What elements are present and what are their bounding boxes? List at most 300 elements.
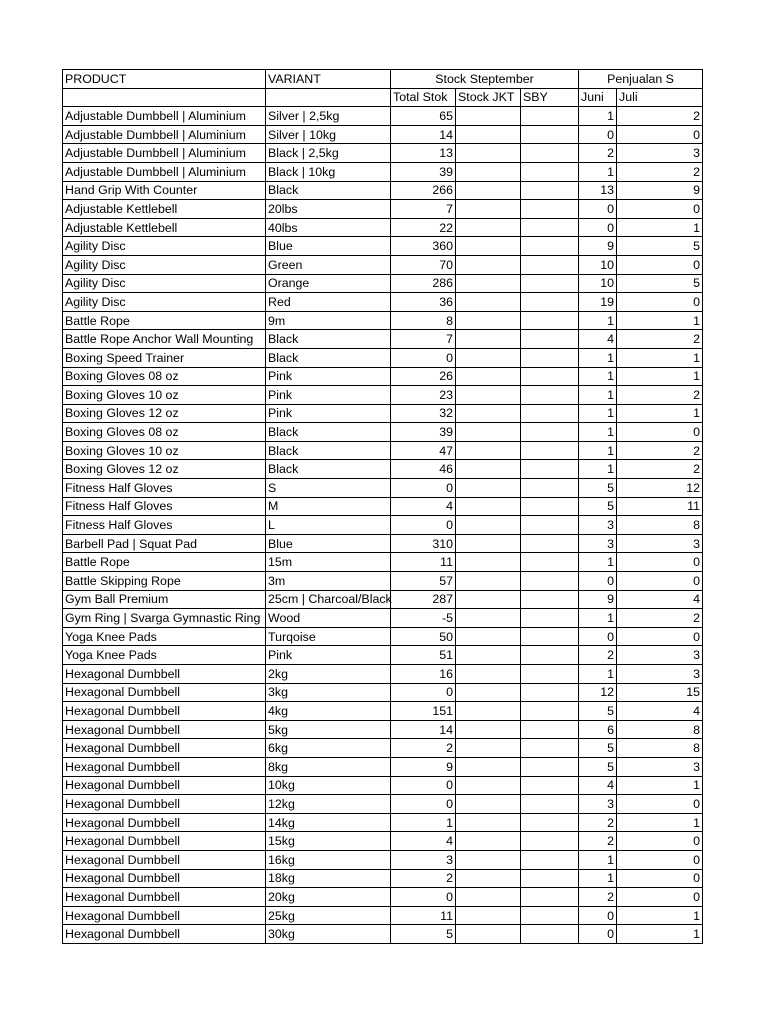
cell-variant[interactable]: Blue (266, 534, 391, 553)
cell-juli[interactable]: 1 (617, 776, 703, 795)
cell-total-stok[interactable]: 14 (391, 720, 456, 739)
cell-product[interactable]: Adjustable Kettlebell (63, 200, 266, 219)
cell-stock-jkt[interactable] (456, 590, 521, 609)
cell-variant[interactable]: Turqoise (266, 627, 391, 646)
cell-product[interactable]: Adjustable Dumbbell | Aluminium (63, 144, 266, 163)
cell-sby[interactable] (521, 497, 579, 516)
cell-juli[interactable]: 11 (617, 497, 703, 516)
cell-stock-jkt[interactable] (456, 850, 521, 869)
cell-stock-jkt[interactable] (456, 757, 521, 776)
cell-sby[interactable] (521, 590, 579, 609)
cell-juni[interactable]: 2 (579, 888, 617, 907)
cell-juli[interactable]: 5 (617, 237, 703, 256)
cell-sby[interactable] (521, 627, 579, 646)
cell-stock-jkt[interactable] (456, 125, 521, 144)
cell-stock-jkt[interactable] (456, 553, 521, 572)
cell-stock-jkt[interactable] (456, 255, 521, 274)
cell-total-stok[interactable]: 4 (391, 832, 456, 851)
cell-product[interactable]: Adjustable Dumbbell | Aluminium (63, 107, 266, 126)
cell-total-stok[interactable]: 0 (391, 795, 456, 814)
cell-juni[interactable]: 5 (579, 757, 617, 776)
cell-juni[interactable]: 0 (579, 125, 617, 144)
cell-juli[interactable]: 1 (617, 348, 703, 367)
cell-sby[interactable] (521, 720, 579, 739)
cell-juni[interactable]: 2 (579, 144, 617, 163)
header-stock-jkt[interactable]: Stock JKT (456, 88, 521, 107)
cell-juli[interactable]: 0 (617, 200, 703, 219)
cell-juni[interactable]: 9 (579, 237, 617, 256)
cell-stock-jkt[interactable] (456, 627, 521, 646)
cell-product[interactable]: Hexagonal Dumbbell (63, 925, 266, 944)
cell-juni[interactable]: 1 (579, 162, 617, 181)
cell-variant[interactable]: 20lbs (266, 200, 391, 219)
cell-stock-jkt[interactable] (456, 460, 521, 479)
cell-product[interactable]: Hexagonal Dumbbell (63, 757, 266, 776)
header-empty-variant[interactable] (266, 88, 391, 107)
cell-juni[interactable]: 12 (579, 683, 617, 702)
cell-sby[interactable] (521, 423, 579, 442)
cell-juni[interactable]: 13 (579, 181, 617, 200)
cell-stock-jkt[interactable] (456, 888, 521, 907)
header-juli[interactable]: Juli (617, 88, 703, 107)
cell-variant[interactable]: 15kg (266, 832, 391, 851)
cell-juli[interactable]: 3 (617, 534, 703, 553)
cell-sby[interactable] (521, 293, 579, 312)
cell-total-stok[interactable]: 16 (391, 665, 456, 684)
cell-variant[interactable]: 6kg (266, 739, 391, 758)
cell-juli[interactable]: 0 (617, 795, 703, 814)
cell-stock-jkt[interactable] (456, 925, 521, 944)
cell-total-stok[interactable]: 32 (391, 404, 456, 423)
cell-sby[interactable] (521, 850, 579, 869)
cell-variant[interactable]: 18kg (266, 869, 391, 888)
cell-product[interactable]: Hexagonal Dumbbell (63, 702, 266, 721)
cell-juli[interactable]: 2 (617, 107, 703, 126)
cell-sby[interactable] (521, 200, 579, 219)
cell-juni[interactable]: 0 (579, 572, 617, 591)
cell-juni[interactable]: 0 (579, 218, 617, 237)
cell-total-stok[interactable]: 286 (391, 274, 456, 293)
cell-product[interactable]: Battle Rope (63, 553, 266, 572)
cell-total-stok[interactable]: 47 (391, 441, 456, 460)
cell-stock-jkt[interactable] (456, 739, 521, 758)
cell-variant[interactable]: 25cm | Charcoal/Black (266, 590, 391, 609)
cell-sby[interactable] (521, 274, 579, 293)
cell-juli[interactable]: 2 (617, 162, 703, 181)
cell-sby[interactable] (521, 367, 579, 386)
cell-stock-jkt[interactable] (456, 144, 521, 163)
cell-product[interactable]: Hexagonal Dumbbell (63, 888, 266, 907)
cell-total-stok[interactable]: 51 (391, 646, 456, 665)
cell-product[interactable]: Battle Rope (63, 311, 266, 330)
cell-juni[interactable]: 5 (579, 739, 617, 758)
cell-product[interactable]: Hand Grip With Counter (63, 181, 266, 200)
cell-juni[interactable]: 5 (579, 497, 617, 516)
cell-juli[interactable]: 1 (617, 367, 703, 386)
cell-sby[interactable] (521, 479, 579, 498)
cell-juni[interactable]: 5 (579, 479, 617, 498)
cell-stock-jkt[interactable] (456, 776, 521, 795)
header-variant[interactable]: VARIANT (266, 70, 391, 89)
cell-variant[interactable]: Black (266, 441, 391, 460)
cell-variant[interactable]: Pink (266, 367, 391, 386)
cell-product[interactable]: Fitness Half Gloves (63, 479, 266, 498)
cell-juli[interactable]: 4 (617, 702, 703, 721)
cell-total-stok[interactable]: 9 (391, 757, 456, 776)
cell-juni[interactable]: 0 (579, 925, 617, 944)
cell-sby[interactable] (521, 107, 579, 126)
cell-stock-jkt[interactable] (456, 218, 521, 237)
cell-variant[interactable]: Green (266, 255, 391, 274)
cell-product[interactable]: Gym Ring | Svarga Gymnastic Ring (63, 609, 266, 628)
cell-juli[interactable]: 2 (617, 330, 703, 349)
cell-product[interactable]: Hexagonal Dumbbell (63, 850, 266, 869)
cell-juni[interactable]: 0 (579, 200, 617, 219)
cell-product[interactable]: Hexagonal Dumbbell (63, 832, 266, 851)
cell-total-stok[interactable]: 310 (391, 534, 456, 553)
cell-stock-jkt[interactable] (456, 813, 521, 832)
cell-variant[interactable]: 30kg (266, 925, 391, 944)
cell-total-stok[interactable]: 0 (391, 683, 456, 702)
cell-juli[interactable]: 1 (617, 925, 703, 944)
cell-product[interactable]: Gym Ball Premium (63, 590, 266, 609)
cell-juli[interactable]: 1 (617, 311, 703, 330)
cell-stock-jkt[interactable] (456, 200, 521, 219)
cell-product[interactable]: Battle Skipping Rope (63, 572, 266, 591)
cell-sby[interactable] (521, 181, 579, 200)
cell-juni[interactable]: 0 (579, 906, 617, 925)
cell-stock-jkt[interactable] (456, 404, 521, 423)
header-empty-product[interactable] (63, 88, 266, 107)
cell-product[interactable]: Hexagonal Dumbbell (63, 813, 266, 832)
cell-sby[interactable] (521, 665, 579, 684)
cell-stock-jkt[interactable] (456, 423, 521, 442)
cell-sby[interactable] (521, 125, 579, 144)
cell-total-stok[interactable]: 36 (391, 293, 456, 312)
cell-total-stok[interactable]: 11 (391, 553, 456, 572)
cell-sby[interactable] (521, 348, 579, 367)
cell-product[interactable]: Fitness Half Gloves (63, 516, 266, 535)
cell-total-stok[interactable]: 3 (391, 850, 456, 869)
cell-product[interactable]: Yoga Knee Pads (63, 646, 266, 665)
cell-total-stok[interactable]: 4 (391, 497, 456, 516)
cell-stock-jkt[interactable] (456, 683, 521, 702)
cell-product[interactable]: Boxing Gloves 10 oz (63, 441, 266, 460)
cell-total-stok[interactable]: 14 (391, 125, 456, 144)
cell-total-stok[interactable]: 5 (391, 925, 456, 944)
cell-total-stok[interactable]: 2 (391, 739, 456, 758)
cell-total-stok[interactable]: 70 (391, 255, 456, 274)
cell-stock-jkt[interactable] (456, 386, 521, 405)
cell-sby[interactable] (521, 906, 579, 925)
cell-product[interactable]: Hexagonal Dumbbell (63, 665, 266, 684)
cell-variant[interactable]: 3m (266, 572, 391, 591)
cell-product[interactable]: Boxing Gloves 10 oz (63, 386, 266, 405)
cell-juni[interactable]: 9 (579, 590, 617, 609)
cell-total-stok[interactable]: 39 (391, 162, 456, 181)
cell-product[interactable]: Hexagonal Dumbbell (63, 795, 266, 814)
cell-stock-jkt[interactable] (456, 330, 521, 349)
cell-total-stok[interactable]: 50 (391, 627, 456, 646)
cell-product[interactable]: Agility Disc (63, 255, 266, 274)
cell-product[interactable]: Boxing Speed Trainer (63, 348, 266, 367)
cell-stock-jkt[interactable] (456, 274, 521, 293)
cell-total-stok[interactable]: 266 (391, 181, 456, 200)
cell-juli[interactable]: 3 (617, 646, 703, 665)
cell-total-stok[interactable]: 57 (391, 572, 456, 591)
cell-total-stok[interactable]: 13 (391, 144, 456, 163)
cell-sby[interactable] (521, 888, 579, 907)
cell-product[interactable]: Hexagonal Dumbbell (63, 776, 266, 795)
cell-sby[interactable] (521, 534, 579, 553)
cell-juli[interactable]: 8 (617, 516, 703, 535)
cell-product[interactable]: Hexagonal Dumbbell (63, 869, 266, 888)
cell-sby[interactable] (521, 925, 579, 944)
cell-total-stok[interactable]: 23 (391, 386, 456, 405)
cell-juni[interactable]: 2 (579, 646, 617, 665)
cell-total-stok[interactable]: 7 (391, 200, 456, 219)
cell-sby[interactable] (521, 144, 579, 163)
cell-sby[interactable] (521, 757, 579, 776)
cell-product[interactable]: Barbell Pad | Squat Pad (63, 534, 266, 553)
cell-sby[interactable] (521, 832, 579, 851)
cell-variant[interactable]: Black (266, 423, 391, 442)
cell-stock-jkt[interactable] (456, 497, 521, 516)
cell-juni[interactable]: 6 (579, 720, 617, 739)
cell-total-stok[interactable]: 0 (391, 888, 456, 907)
cell-product[interactable]: Hexagonal Dumbbell (63, 720, 266, 739)
cell-juni[interactable]: 1 (579, 386, 617, 405)
cell-juli[interactable]: 9 (617, 181, 703, 200)
cell-product[interactable]: Adjustable Dumbbell | Aluminium (63, 125, 266, 144)
cell-product[interactable]: Boxing Gloves 08 oz (63, 423, 266, 442)
cell-sby[interactable] (521, 311, 579, 330)
cell-variant[interactable]: 40lbs (266, 218, 391, 237)
cell-variant[interactable]: Black (266, 181, 391, 200)
cell-juli[interactable]: 4 (617, 590, 703, 609)
cell-juli[interactable]: 1 (617, 218, 703, 237)
cell-sby[interactable] (521, 683, 579, 702)
cell-juni[interactable]: 1 (579, 107, 617, 126)
cell-variant[interactable]: Silver | 2,5kg (266, 107, 391, 126)
cell-juni[interactable]: 2 (579, 832, 617, 851)
cell-juni[interactable]: 1 (579, 850, 617, 869)
cell-juli[interactable]: 1 (617, 906, 703, 925)
cell-juli[interactable]: 0 (617, 850, 703, 869)
cell-sby[interactable] (521, 795, 579, 814)
cell-juli[interactable]: 0 (617, 553, 703, 572)
cell-sby[interactable] (521, 516, 579, 535)
cell-total-stok[interactable]: 151 (391, 702, 456, 721)
cell-stock-jkt[interactable] (456, 720, 521, 739)
cell-sby[interactable] (521, 218, 579, 237)
cell-stock-jkt[interactable] (456, 311, 521, 330)
cell-sby[interactable] (521, 404, 579, 423)
cell-juli[interactable]: 2 (617, 441, 703, 460)
cell-juni[interactable]: 1 (579, 348, 617, 367)
cell-total-stok[interactable]: 22 (391, 218, 456, 237)
cell-variant[interactable]: Wood (266, 609, 391, 628)
cell-sby[interactable] (521, 441, 579, 460)
cell-product[interactable]: Fitness Half Gloves (63, 497, 266, 516)
cell-stock-jkt[interactable] (456, 906, 521, 925)
cell-total-stok[interactable]: 2 (391, 869, 456, 888)
cell-juli[interactable]: 0 (617, 627, 703, 646)
cell-total-stok[interactable]: 1 (391, 813, 456, 832)
cell-sby[interactable] (521, 553, 579, 572)
cell-juli[interactable]: 1 (617, 813, 703, 832)
cell-juli[interactable]: 8 (617, 739, 703, 758)
cell-juli[interactable]: 8 (617, 720, 703, 739)
cell-variant[interactable]: Black (266, 460, 391, 479)
cell-product[interactable]: Hexagonal Dumbbell (63, 906, 266, 925)
cell-sby[interactable] (521, 460, 579, 479)
cell-juli[interactable]: 2 (617, 609, 703, 628)
cell-variant[interactable]: Black | 2,5kg (266, 144, 391, 163)
cell-juni[interactable]: 1 (579, 404, 617, 423)
cell-stock-jkt[interactable] (456, 832, 521, 851)
cell-variant[interactable]: 4kg (266, 702, 391, 721)
cell-variant[interactable]: 25kg (266, 906, 391, 925)
cell-product[interactable]: Adjustable Kettlebell (63, 218, 266, 237)
cell-juli[interactable]: 0 (617, 572, 703, 591)
cell-sby[interactable] (521, 572, 579, 591)
cell-sby[interactable] (521, 869, 579, 888)
cell-juli[interactable]: 15 (617, 683, 703, 702)
cell-juni[interactable]: 3 (579, 534, 617, 553)
cell-stock-jkt[interactable] (456, 516, 521, 535)
cell-total-stok[interactable]: 39 (391, 423, 456, 442)
cell-juni[interactable]: 1 (579, 553, 617, 572)
cell-variant[interactable]: Pink (266, 646, 391, 665)
cell-juli[interactable]: 0 (617, 125, 703, 144)
cell-stock-jkt[interactable] (456, 107, 521, 126)
header-stock-group[interactable]: Stock Steptember (391, 70, 579, 89)
cell-variant[interactable]: S (266, 479, 391, 498)
cell-sby[interactable] (521, 255, 579, 274)
cell-juni[interactable]: 1 (579, 367, 617, 386)
cell-juni[interactable]: 5 (579, 702, 617, 721)
cell-stock-jkt[interactable] (456, 869, 521, 888)
cell-juli[interactable]: 3 (617, 144, 703, 163)
cell-stock-jkt[interactable] (456, 665, 521, 684)
cell-variant[interactable]: 16kg (266, 850, 391, 869)
cell-product[interactable]: Boxing Gloves 12 oz (63, 460, 266, 479)
cell-juli[interactable]: 2 (617, 460, 703, 479)
cell-variant[interactable]: 9m (266, 311, 391, 330)
cell-juni[interactable]: 19 (579, 293, 617, 312)
cell-total-stok[interactable]: 0 (391, 776, 456, 795)
cell-juni[interactable]: 2 (579, 813, 617, 832)
cell-total-stok[interactable]: 11 (391, 906, 456, 925)
cell-juni[interactable]: 1 (579, 869, 617, 888)
cell-variant[interactable]: 3kg (266, 683, 391, 702)
cell-juni[interactable]: 1 (579, 311, 617, 330)
cell-juni[interactable]: 4 (579, 330, 617, 349)
cell-juli[interactable]: 0 (617, 423, 703, 442)
cell-juli[interactable]: 12 (617, 479, 703, 498)
header-sby[interactable]: SBY (521, 88, 579, 107)
cell-total-stok[interactable]: 46 (391, 460, 456, 479)
cell-stock-jkt[interactable] (456, 572, 521, 591)
cell-stock-jkt[interactable] (456, 367, 521, 386)
cell-product[interactable]: Hexagonal Dumbbell (63, 739, 266, 758)
cell-sby[interactable] (521, 386, 579, 405)
cell-variant[interactable]: Orange (266, 274, 391, 293)
cell-juni[interactable]: 1 (579, 665, 617, 684)
cell-variant[interactable]: 8kg (266, 757, 391, 776)
cell-juni[interactable]: 1 (579, 460, 617, 479)
cell-stock-jkt[interactable] (456, 162, 521, 181)
cell-total-stok[interactable]: 65 (391, 107, 456, 126)
cell-juni[interactable]: 1 (579, 441, 617, 460)
cell-sby[interactable] (521, 813, 579, 832)
cell-variant[interactable]: Red (266, 293, 391, 312)
cell-sby[interactable] (521, 609, 579, 628)
cell-juli[interactable]: 0 (617, 869, 703, 888)
cell-sby[interactable] (521, 739, 579, 758)
cell-juli[interactable]: 0 (617, 255, 703, 274)
cell-stock-jkt[interactable] (456, 441, 521, 460)
cell-stock-jkt[interactable] (456, 293, 521, 312)
cell-product[interactable]: Battle Rope Anchor Wall Mounting (63, 330, 266, 349)
cell-total-stok[interactable]: 7 (391, 330, 456, 349)
cell-stock-jkt[interactable] (456, 795, 521, 814)
cell-stock-jkt[interactable] (456, 609, 521, 628)
cell-sby[interactable] (521, 776, 579, 795)
header-total-stok[interactable]: Total Stok (391, 88, 456, 107)
header-sales-group[interactable]: Penjualan S (579, 70, 703, 89)
cell-juli[interactable]: 2 (617, 386, 703, 405)
cell-variant[interactable]: 14kg (266, 813, 391, 832)
cell-product[interactable]: Boxing Gloves 08 oz (63, 367, 266, 386)
cell-variant[interactable]: Silver | 10kg (266, 125, 391, 144)
cell-product[interactable]: Boxing Gloves 12 oz (63, 404, 266, 423)
cell-variant[interactable]: Blue (266, 237, 391, 256)
cell-variant[interactable]: Black | 10kg (266, 162, 391, 181)
cell-juni[interactable]: 0 (579, 627, 617, 646)
cell-juli[interactable]: 3 (617, 665, 703, 684)
cell-product[interactable]: Agility Disc (63, 237, 266, 256)
cell-total-stok[interactable]: 0 (391, 516, 456, 535)
cell-juli[interactable]: 3 (617, 757, 703, 776)
cell-variant[interactable]: L (266, 516, 391, 535)
cell-juni[interactable]: 1 (579, 609, 617, 628)
cell-product[interactable]: Hexagonal Dumbbell (63, 683, 266, 702)
cell-total-stok[interactable]: 0 (391, 479, 456, 498)
cell-juni[interactable]: 3 (579, 795, 617, 814)
cell-product[interactable]: Yoga Knee Pads (63, 627, 266, 646)
cell-juni[interactable]: 10 (579, 274, 617, 293)
cell-juli[interactable]: 0 (617, 293, 703, 312)
cell-total-stok[interactable]: 8 (391, 311, 456, 330)
cell-variant[interactable]: M (266, 497, 391, 516)
cell-variant[interactable]: Black (266, 330, 391, 349)
cell-variant[interactable]: 20kg (266, 888, 391, 907)
cell-total-stok[interactable]: 0 (391, 348, 456, 367)
cell-product[interactable]: Adjustable Dumbbell | Aluminium (63, 162, 266, 181)
cell-total-stok[interactable]: 287 (391, 590, 456, 609)
cell-sby[interactable] (521, 330, 579, 349)
cell-sby[interactable] (521, 646, 579, 665)
cell-stock-jkt[interactable] (456, 479, 521, 498)
cell-total-stok[interactable]: 360 (391, 237, 456, 256)
cell-stock-jkt[interactable] (456, 181, 521, 200)
cell-stock-jkt[interactable] (456, 348, 521, 367)
cell-variant[interactable]: 12kg (266, 795, 391, 814)
cell-product[interactable]: Agility Disc (63, 293, 266, 312)
cell-juli[interactable]: 0 (617, 832, 703, 851)
